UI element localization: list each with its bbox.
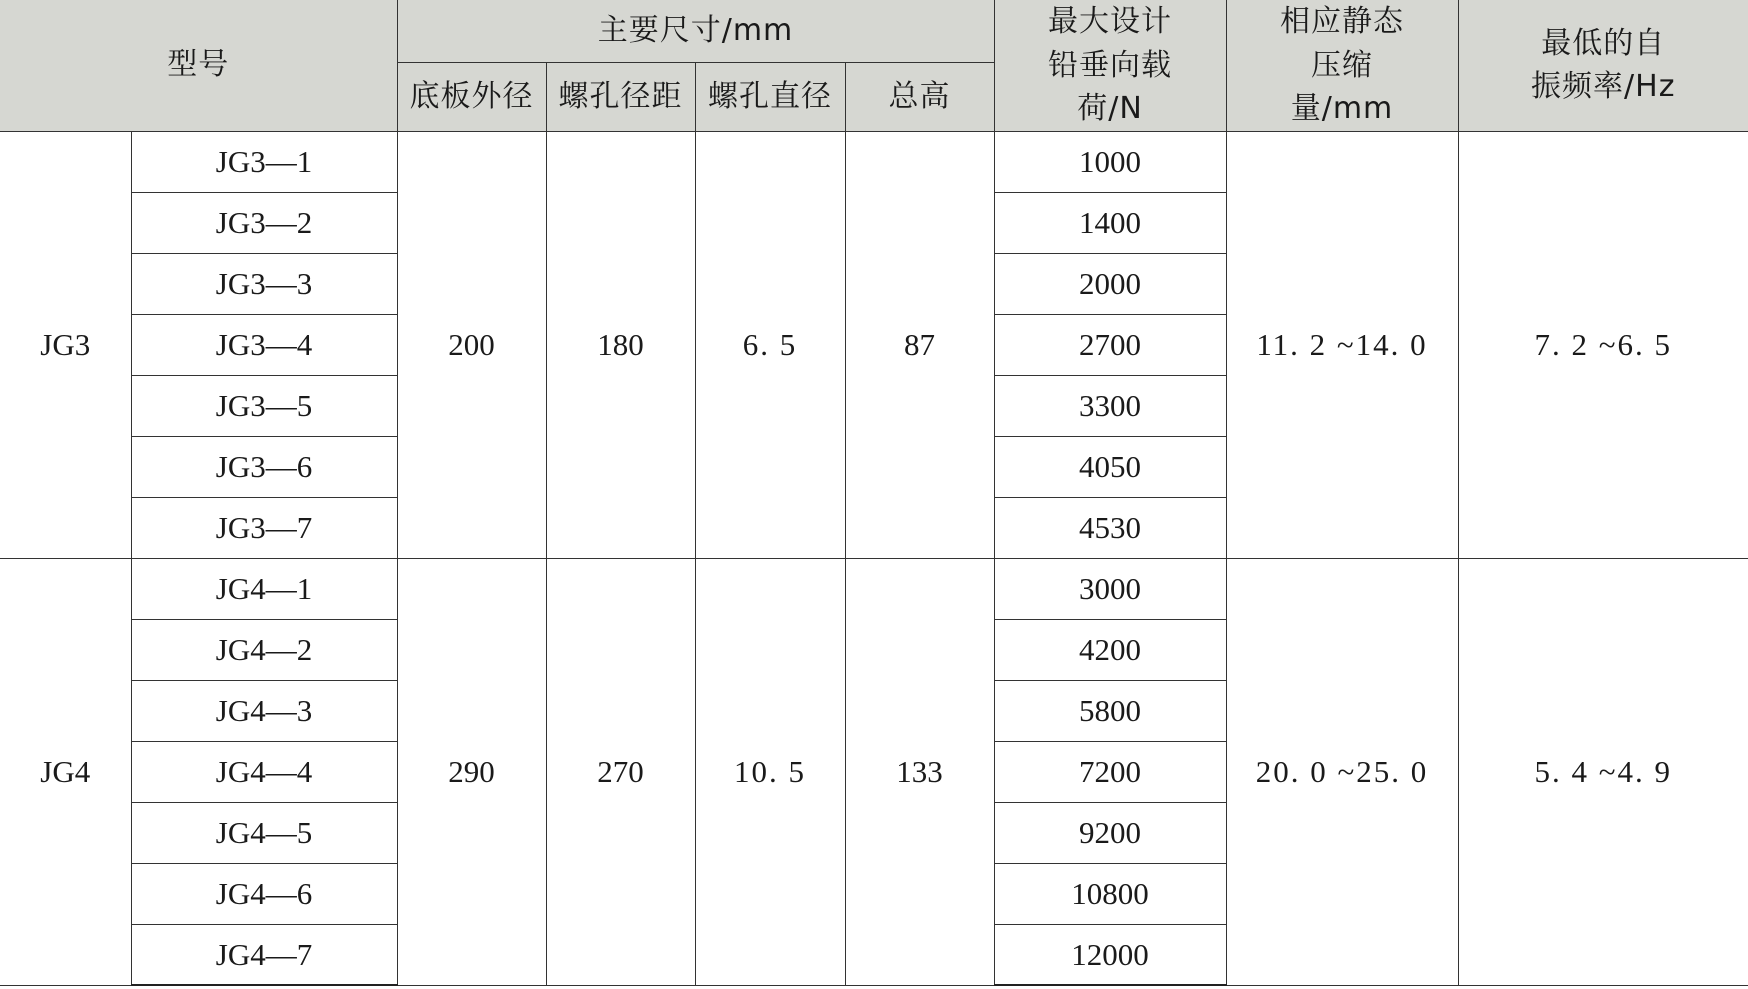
model-cell: JG4—1 <box>131 558 397 619</box>
min-frequency-cell: 5. 4 ~4. 9 <box>1458 558 1748 985</box>
model-cell: JG4—7 <box>131 924 397 985</box>
max-load-cell: 10800 <box>994 863 1226 924</box>
min-frequency-cell: 7. 2 ~6. 5 <box>1458 131 1748 558</box>
hole-spacing-cell: 270 <box>546 558 695 985</box>
max-load-cell: 3300 <box>994 375 1226 436</box>
model-cell: JG3—4 <box>131 314 397 375</box>
header-main-dims: 主要尺寸/mm <box>397 0 994 62</box>
base-diameter-cell: 200 <box>397 131 546 558</box>
max-load-cell: 2700 <box>994 314 1226 375</box>
max-load-cell: 4530 <box>994 497 1226 558</box>
max-load-cell: 4050 <box>994 436 1226 497</box>
max-load-cell: 1400 <box>994 192 1226 253</box>
base-diameter-cell: 290 <box>397 558 546 985</box>
total-height-cell: 133 <box>845 558 994 985</box>
header-min-frequency: 最低的自振频率/Hz <box>1458 0 1748 131</box>
max-load-cell: 7200 <box>994 741 1226 802</box>
header-total-height: 总高 <box>845 62 994 131</box>
header-max-load: 最大设计铅垂向载荷/N <box>994 0 1226 131</box>
max-load-cell: 1000 <box>994 131 1226 192</box>
model-cell: JG3—2 <box>131 192 397 253</box>
max-load-cell: 3000 <box>994 558 1226 619</box>
header-model: 型号 <box>0 0 397 131</box>
table-row <box>0 131 1748 192</box>
static-compression-cell: 20. 0 ~25. 0 <box>1226 558 1458 985</box>
hole-diameter-cell: 6. 5 <box>695 131 845 558</box>
hole-spacing-cell: 180 <box>546 131 695 558</box>
model-cell: JG3—5 <box>131 375 397 436</box>
max-load-cell: 5800 <box>994 680 1226 741</box>
model-cell: JG4—6 <box>131 863 397 924</box>
group-jg4 <box>0 558 1748 985</box>
max-load-cell: 9200 <box>994 802 1226 863</box>
header-hole-diameter: 螺孔直径 <box>695 62 845 131</box>
model-cell: JG3—6 <box>131 436 397 497</box>
max-load-cell: 12000 <box>994 924 1226 985</box>
series-cell: JG4 <box>0 558 131 985</box>
total-height-cell: 87 <box>845 131 994 558</box>
group-jg3 <box>0 131 1748 558</box>
model-cell: JG3—7 <box>131 497 397 558</box>
table-header <box>0 0 1748 131</box>
static-compression-cell: 11. 2 ~14. 0 <box>1226 131 1458 558</box>
model-cell: JG3—1 <box>131 131 397 192</box>
header-base-diameter: 底板外径 <box>397 62 546 131</box>
max-load-cell: 4200 <box>994 619 1226 680</box>
max-load-cell: 2000 <box>994 253 1226 314</box>
model-cell: JG4—3 <box>131 680 397 741</box>
header-static-compression: 相应静态压缩量/mm <box>1226 0 1458 131</box>
model-cell: JG4—4 <box>131 741 397 802</box>
model-cell: JG4—5 <box>131 802 397 863</box>
model-cell: JG3—3 <box>131 253 397 314</box>
hole-diameter-cell: 10. 5 <box>695 558 845 985</box>
table-row <box>0 558 1748 619</box>
model-cell: JG4—2 <box>131 619 397 680</box>
series-cell: JG3 <box>0 131 131 558</box>
header-hole-spacing: 螺孔径距 <box>546 62 695 131</box>
